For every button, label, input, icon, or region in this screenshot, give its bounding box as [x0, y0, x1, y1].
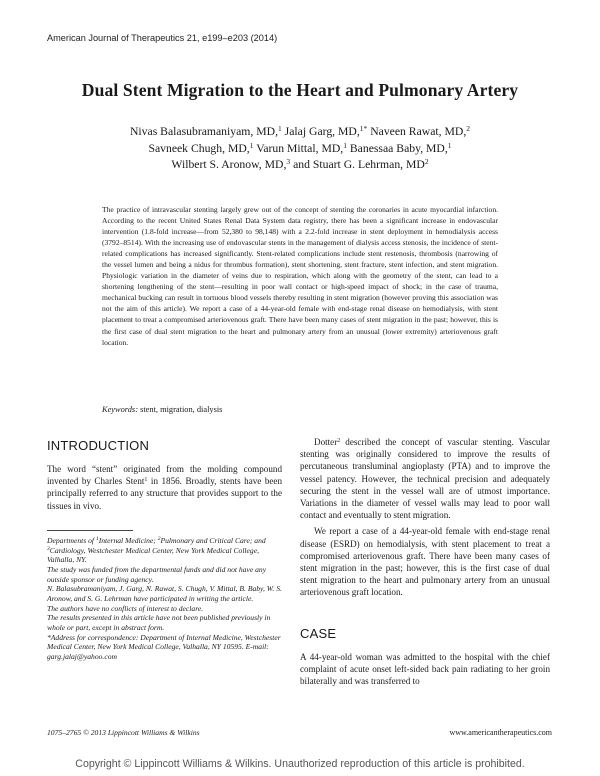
keywords-text: stent, migration, dialysis: [140, 405, 223, 414]
correspondence-note: *Address for correspondence: Department of Internal Medicine, Westchester Medical Center, New York Medical College, Valhalla, NY 10595. E-mail: garg.jalaj@yahoo.com: [47, 632, 281, 661]
text-run: Cardiology, Westchester Medical Center, New York Medical College, Valhalla, NY.: [47, 545, 259, 565]
affiliation-mark: 2: [157, 536, 161, 542]
conflicts-note: The authors have no conflicts of interest to declare.: [47, 603, 204, 613]
author-affiliation-mark: 1: [278, 124, 282, 133]
abstract: The practice of intravascular stenting largely grew out of the concept of stenting the coronaries in acute myocardial infarction. According to the recent United States Renal Data System data registry, there has been a significant increase in endovascular intervention (1.8-fold increase—from 52,380 to 98,148) with a 2.2-fold increase in stent deployment in hemodialysis access (3792–8514). With the increasing use of endovascular stents in the management of dialysis access stenosis, the incidence of stent-related complications has increased significantly. Stent-related complications include stent restenosis, thrombosis (narrowing of the vessel lumen and being a nidus for thrombus formation), stent shortening, stent fracture, stent infection, and stent migration. Physiologic variation in the diameter of veins due to respiration, which along with the geometry of the stent, can lead to a shortening lengthening of the stent—resulting in poor wall contact or high-speed impact of shock; in the case of trauma, mechanical bucking can result in tortuous blood vessels thereby resulting in stent migration (however proving this association was not the aim of this article). We report a case of a 44-year-old female with end-stage renal disease on hemodialysis, with stent placement to treat a compromised arteriovenous graft. There have been many cases of stent migration in the past; however, this is the first case of dual stent migration to the heart and pulmonary artery from an unusual (lower extremity) arteriovenous graft location.: [102, 205, 498, 347]
keywords-label: Keywords:: [102, 405, 138, 414]
introduction-paragraph-1: [47, 463, 282, 512]
case-paragraph-1: [300, 651, 550, 688]
affiliation-mark: 3: [47, 545, 50, 552]
text-run: Dotter: [314, 437, 338, 447]
affiliation-mark: 1: [95, 536, 99, 542]
author-affiliation-mark: 1: [447, 140, 452, 150]
copyright-notice: Copyright © Lippincott Williams & Wilkins. Unauthorized reproduction of this article is prohibited.: [75, 758, 525, 770]
author-affiliation-mark: 1: [249, 140, 254, 150]
author-affiliation-mark: 3: [286, 157, 291, 166]
author-name: Savneek Chugh, MD,: [148, 141, 250, 155]
author-name: Wilbert S. Aronow, MD,: [171, 158, 287, 171]
funding-note: The study was funded from the departmental funds and did not have any outside sponsor or funding agency.: [47, 564, 267, 584]
keywords: [102, 405, 222, 414]
author-affiliation-mark: 1: [343, 140, 347, 150]
participation-note: N. Balasubramaniyam, J. Garg, N. Rawat, S. Chugh, V. Mittal, B. Baby, W. S. Aronow, and S. G. Lehrman have participated in writing the article.: [47, 584, 282, 603]
footer-website: www.americantherapeutics.com: [449, 728, 552, 737]
author-list: [60, 124, 540, 174]
case-text: A 44-year-old woman was admitted to the hospital with the chief complaint of acute onset left-sided back pain radiating to her groin bilaterally and was transferred to: [300, 652, 550, 687]
footer-issn-copyright: 1075–2765 © 2013 Lippincott Williams & Wilkins: [47, 728, 200, 737]
results-note: The results presented in this article have not been published previously in whole or part, except in abstract form.: [47, 613, 271, 632]
introduction-paragraph-3: We report a case of a 44-year-old female with end-stage renal disease (ESRD) on hemodialysis, with stent placement to treat a compromised arteriovenous graft. There have been many cases of stent migration in the past; however, this is the first case of dual stent migration to the heart and pulmonary artery from an unusual arteriovenous graft location.: [300, 526, 550, 598]
footnote-divider: [47, 530, 133, 531]
author-affiliation-mark: 1*: [359, 124, 368, 133]
author-name: Naveen Rawat, MD,: [370, 125, 467, 138]
article-title: Dual Stent Migration to the Heart and Pulmonary Artery: [81, 80, 519, 100]
introduction-paragraph-2: [300, 436, 550, 599]
author-name: Banessaa Baby, MD,: [349, 141, 448, 155]
author-name: Nivas Balasubramaniyam, MD,: [129, 125, 278, 138]
footnotes: [47, 536, 282, 662]
affiliations-note: [47, 536, 282, 565]
journal-citation: American Journal of Therapeutics 21, e199–e203 (2014): [47, 33, 278, 43]
text-run: described the concept of vascular stenting. Vascular stenting was originally considered to improve the results of percutaneous transluminal angioplasty (PTA) and to improve the vessel patency. However, the technical precision and adequately securing the stent in the vessel wall are of utmost importance. Variations in the diameter of vessel walls may lead to poor wall contact and eventually to stent migration.: [300, 437, 550, 521]
text-run: in 1856. Broadly, stents have been principally referred to any structure that provides support to the tissues in vivo.: [47, 476, 283, 511]
reference-mark: 2: [337, 438, 341, 444]
text-run: The word “stent” originated from the molding compound invented by Charles Stent: [47, 464, 282, 487]
text-run: Departments of: [47, 536, 96, 545]
author-name: and Stuart G. Lehrman, MD: [293, 158, 425, 171]
author-affiliation-mark: 2: [424, 157, 429, 166]
section-heading-case: CASE: [300, 626, 337, 641]
text-run: Pulmonary and Critical Care; and: [160, 536, 266, 545]
reference-mark: 1: [144, 477, 148, 484]
author-name: Varun Mittal, MD,: [256, 141, 344, 155]
author-affiliation-mark: 2: [466, 124, 471, 133]
author-name: Jalaj Garg, MD,: [284, 125, 360, 138]
text-run: Internal Medicine;: [98, 536, 158, 545]
section-heading-introduction: INTRODUCTION: [47, 438, 150, 453]
